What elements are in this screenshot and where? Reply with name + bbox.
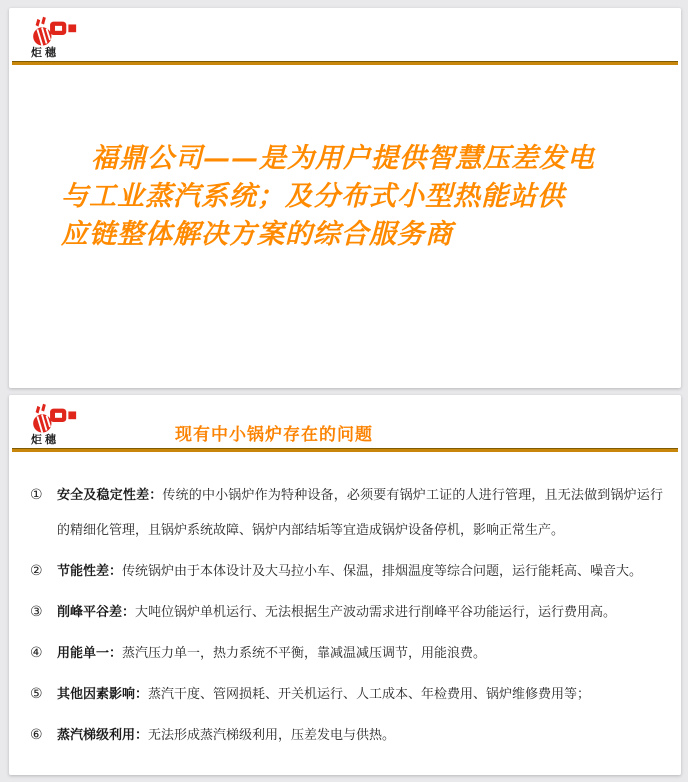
issue-number: ⑤ (30, 685, 43, 701)
issue-text: 大吨位锅炉单机运行、无法根据生产波动需求进行削峰平谷功能运行，运行费用高。 (135, 604, 617, 619)
flame-logo-icon (31, 403, 79, 434)
issue-number: ④ (30, 644, 43, 660)
issue-text: 无法形成蒸汽梯级利用，压差发电与供热。 (148, 727, 396, 742)
issue-item-5 (30, 676, 663, 711)
issue-number: ② (30, 562, 43, 578)
statement-line-1: 福鼎公司——是为用户提供智慧压差发电 (91, 143, 595, 174)
issue-text: 蒸汽压力单一，热力系统不平衡，靠减温减压调节，用能浪费。 (122, 645, 487, 660)
slide-1-header (9, 8, 681, 65)
issue-item-3 (30, 594, 663, 629)
slide-2 (9, 395, 681, 775)
header-divider (12, 448, 678, 452)
brand-name: 炬穗 (31, 47, 59, 59)
brand-logo (31, 403, 91, 446)
flame-logo-icon (31, 16, 79, 47)
issue-label: 安全及稳定性差： (57, 487, 163, 502)
issue-label: 削峰平谷差： (57, 604, 136, 619)
header-divider (12, 61, 678, 65)
issue-item-4 (30, 635, 663, 670)
issue-number: ③ (30, 603, 43, 619)
issue-text: 蒸汽干度、管网损耗、开关机运行、人工成本、年检费用、锅炉维修费用等； (148, 686, 591, 701)
issue-number: ⑥ (30, 726, 43, 742)
statement-line-3: 应链整体解决方案的综合服务商 (61, 219, 453, 250)
company-statement (61, 140, 639, 254)
issue-item-1 (30, 477, 663, 547)
issue-label: 节能性差： (57, 563, 123, 578)
statement-line-2: 与工业蒸汽系统；及分布式小型热能站供 (61, 181, 565, 212)
slide-1 (9, 8, 681, 388)
issue-label: 其他因素影响： (57, 686, 149, 701)
issue-number: ① (30, 486, 43, 502)
issue-text: 传统的中小锅炉作为特种设备，必须要有锅炉工证的人进行管理，且无法做到锅炉运行的精细化管理，且锅炉系统故障、锅炉内部结垢等宜造成锅炉设备停机，影响正常生产。 (57, 487, 663, 537)
issue-text: 传统锅炉由于本体设计及大马拉小车、保温，排烟温度等综合问题，运行能耗高、噪音大。 (122, 563, 643, 578)
issue-label: 蒸汽梯级利用： (57, 727, 149, 742)
issue-list (30, 477, 663, 758)
brand-name: 炬穗 (31, 434, 59, 446)
issue-label: 用能单一： (57, 645, 123, 660)
issue-item-6 (30, 717, 663, 752)
slide-2-title: 现有中小锅炉存在的问题 (175, 425, 373, 445)
issue-item-2 (30, 553, 663, 588)
brand-logo (31, 16, 91, 59)
slide-2-header (9, 395, 681, 452)
